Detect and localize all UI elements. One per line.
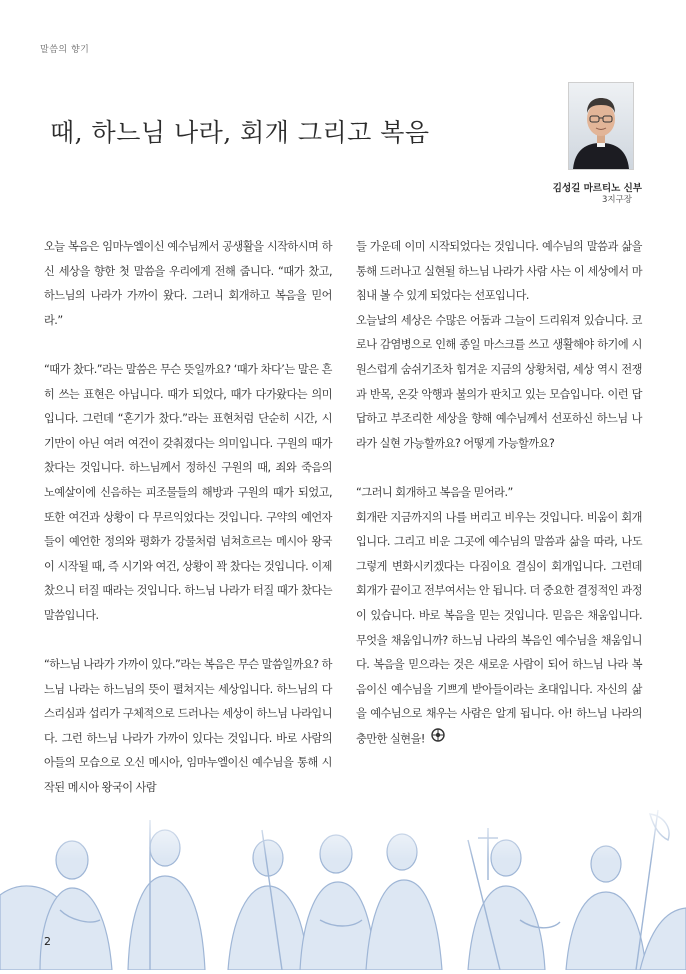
paragraph bbox=[356, 506, 642, 752]
author-photo bbox=[568, 82, 634, 170]
end-mark-icon bbox=[431, 727, 445, 752]
apostles-illustration bbox=[0, 800, 686, 970]
author-name: 김성길 마르티노 신부 bbox=[552, 183, 642, 194]
paragraph: 오늘날의 세상은 수많은 어둠과 그늘이 드리워져 있습니다. 코로나 감염병으로 인해 종일 마스크를 쓰고 생활해야 하기에 시원스럽게 숨쉬기조차 힘겨운 지금의 상황처럼, 세상 역시 전쟁과 반목, 온갖 악행과 불의가 판치고 있는 모습입니다. 이런 답답하고 부조리한 세상을 향해 예수님께서 선포하신 하느님 나라가 실현 가능할까요? 어떻게 가능할까요? bbox=[356, 313, 642, 450]
paragraph-text: 회개란 지금까지의 나를 버리고 비우는 것입니다. 비움이 회개입니다. 그리고 비운 그곳에 예수님의 말씀과 삶을 따라, 나도 그렇게 변화시키겠다는 다짐이요 결심이 회개입니다. 그런데 회개가 끝이고 전부여서는 안 됩니다. 더 중요한 결정적인 과정이 있습니다. 바로 복음을 믿는 것입니다. 믿음은 채움입니다. 무엇을 채움입니까? 하느님 나라의 복음인 예수님을 채움입니다. 복음을 믿으라는 것은 새로운 사람이 되어 하느님 나라 복음이신 예수님을 기쁘게 받아들이라는 초대입니다. 자신의 삶을 예수님으로 채우는 사람은 알게 됩니다. 아! 하느님 나라의 충만한 실현을! bbox=[356, 510, 642, 746]
paragraph: “때가 찼다.”라는 말씀은 무슨 뜻일까요? ‘때가 차다’는 말은 흔히 쓰는 표현은 아닙니다. 때가 되었다, 때가 다가왔다는 의미입니다. 그런데 “혼기가 찼다.”라는 표현처럼 단순히 시간, 시기만이 아닌 여러 여건이 갖춰졌다는 의미입니다. 구원의 때가 찼다는 것입니다. 하느님께서 정하신 구원의 때, 죄와 죽음의 노예살이에 신음하는 피조물들의 해방과 구원의 때가 되었고, 또한 여건과 상황이 다 무르익었다는 것입니다. 구약의 예언자들이 예언한 정의와 평화가 강물처럼 넘쳐흐르는 메시아 왕국이 시작될 때, 즉 시기와 여건, 상황이 꽉 찼다는 것입니다. 이제 찼으니 터질 때라는 것입니다. 하느님 나라가 터질 때가 찼다는 말씀입니다. bbox=[44, 362, 332, 622]
article-title: 때, 하느님 나라, 회개 그리고 복음 bbox=[50, 118, 430, 147]
paragraph: “그러니 회개하고 복음을 믿어라.” bbox=[356, 485, 513, 499]
right-column bbox=[356, 235, 642, 752]
section-label: 말씀의 향기 bbox=[40, 45, 90, 55]
left-column bbox=[44, 235, 332, 801]
paragraph: “하느님 나라가 가까이 있다.”라는 복음은 무슨 말씀일까요? 하느님 나라는 하느님의 뜻이 펼쳐지는 세상입니다. 하느님의 다스리심과 섭리가 구체적으로 드러나는 세상이 하느님 나라입니다. 그런 하느님 나라가 가까이 있다는 것입니다. 바로 사람의 아들의 모습으로 오신 메시아, 임마누엘이신 예수님을 통해 시작된 메시아 왕국이 사람 bbox=[44, 658, 332, 795]
paragraph: 오늘 복음은 임마누엘이신 예수님께서 공생활을 시작하시며 하신 세상을 향한 첫 말씀을 우리에게 전해 줍니다. “때가 찼고, 하느님의 나라가 가까이 왔다. 그러니 회개하고 복음을 믿어라.” bbox=[44, 240, 332, 327]
page-number: 2 bbox=[44, 935, 51, 948]
paragraph: 들 가운데 이미 시작되었다는 것입니다. 예수님의 말씀과 삶을 통해 드러나고 실현될 하느님 나라가 사람 사는 이 세상에서 마침내 볼 수 있게 되었다는 선포입니다. bbox=[356, 240, 642, 303]
author-role: 3지구장 bbox=[601, 195, 632, 205]
